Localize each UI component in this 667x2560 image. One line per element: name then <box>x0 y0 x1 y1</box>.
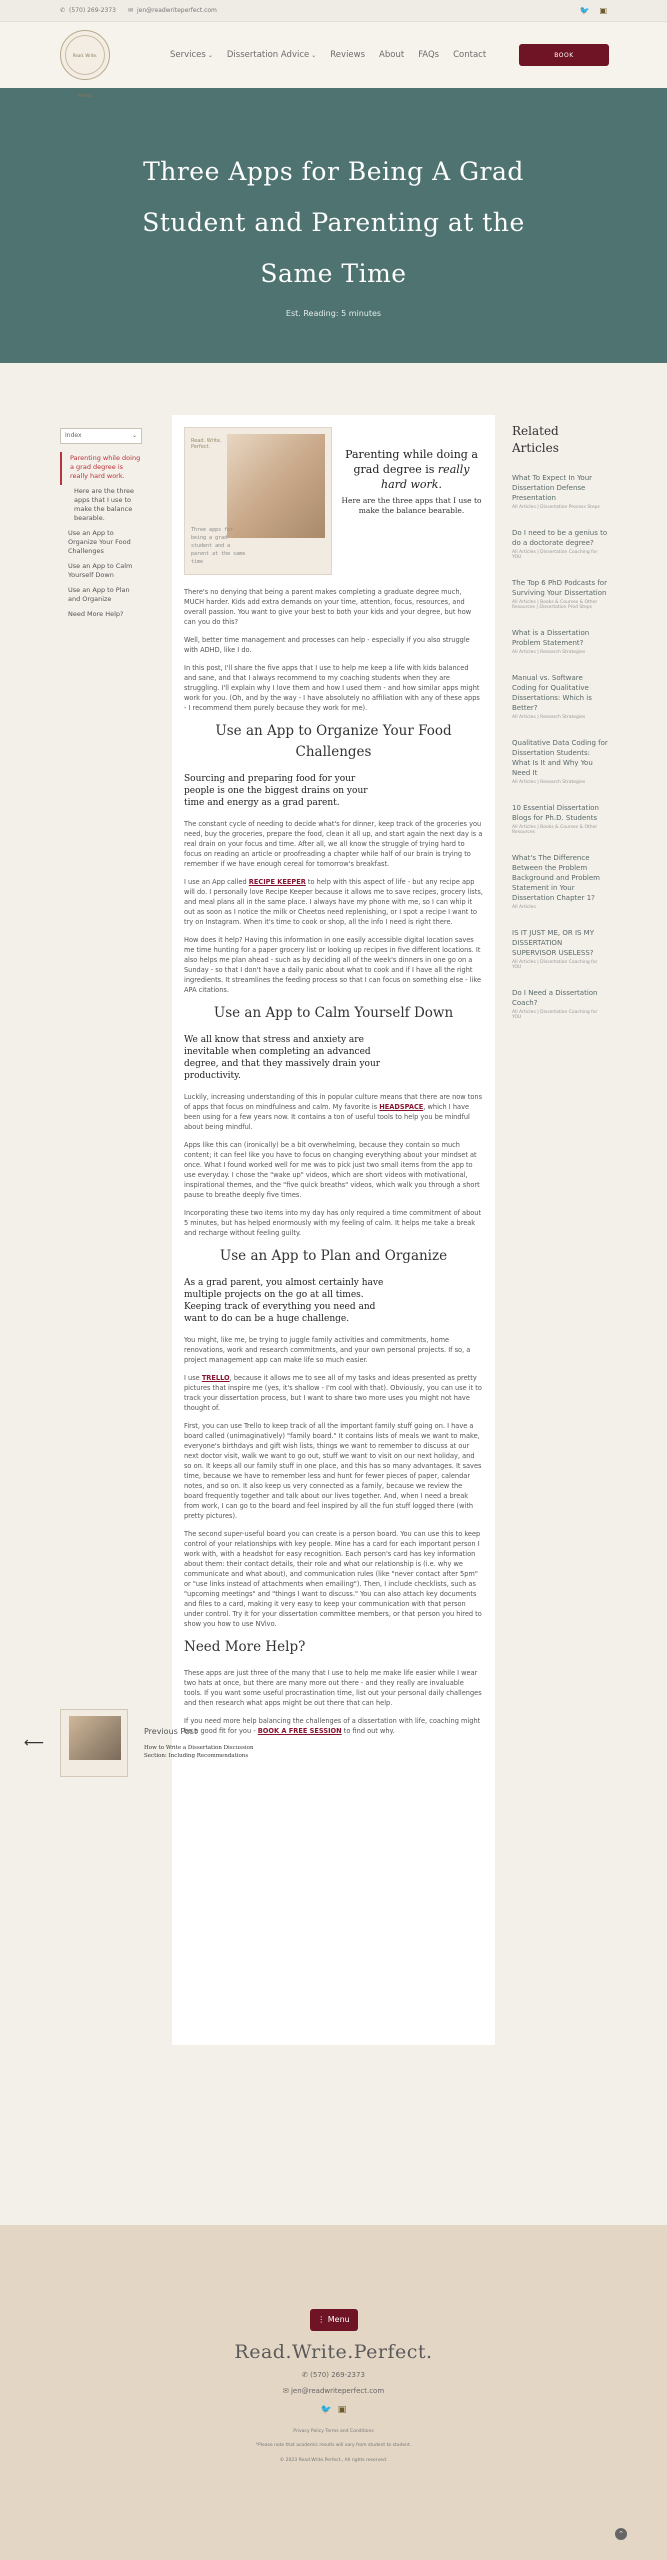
page-title <box>0 146 667 299</box>
mail-icon: ✉ <box>127 7 133 14</box>
pull-quote: Sourcing and preparing food for your people is one the biggest drains on your time and energy as a grad parent. <box>184 774 368 808</box>
paragraph: There's no denying that being a parent makes completing a graduate degree much, MUCH harder. Kids add extra demands on your time, attention, focus, resources, and overall passion. You want to give your best to both your kids and your degree, but how can you do this? <box>184 588 472 626</box>
toc-select-label: Index <box>65 432 82 439</box>
linkedin-icon[interactable]: ▣ <box>599 6 607 15</box>
related-title: IS IT JUST ME, OR IS MY DISSERTATION SUPERVISOR USELESS? <box>512 929 594 957</box>
title-line: Same Time <box>260 259 407 288</box>
related-item[interactable] <box>512 803 608 835</box>
related-title: 10 Essential Dissertation Blogs for Ph.D. Students <box>512 804 599 822</box>
footer-social <box>0 2405 667 2415</box>
paragraph: These apps are just three of the many that I use to help me make life easier while I wear two hats at once, but there are many more out there - and they really are invaluable tools. If you want some useful procrastination time, list out your personal daily challenges and then research what apps might be out there that can help. <box>184 1669 482 1707</box>
related-category: All Articles | Dissertation Coaching for YOU <box>512 550 598 560</box>
nav-services-label: Services <box>170 50 206 60</box>
nav-faqs[interactable]: FAQs <box>418 50 440 60</box>
related-articles <box>512 423 608 1038</box>
nav-menu <box>170 22 486 88</box>
related-category: All Articles <box>512 905 536 910</box>
trello-link[interactable]: TRELLO <box>201 1374 230 1382</box>
related-title: What To Expect In Your Dissertation Defense Presentation <box>512 474 593 502</box>
email-text: jen@readwriteperfect.com <box>137 7 217 14</box>
toc-item[interactable]: Use an App to Organize Your Food Challenges <box>68 529 131 555</box>
nav-about[interactable]: About <box>379 50 405 60</box>
back-to-top-icon[interactable]: ⌃ <box>615 2528 627 2540</box>
book-free-session-link[interactable]: BOOK A FREE SESSION <box>257 1727 342 1735</box>
text: I use an App called <box>184 878 249 886</box>
related-item[interactable] <box>512 473 608 510</box>
paragraph <box>184 1373 483 1413</box>
footer-menu-button[interactable] <box>310 2309 358 2331</box>
linkedin-icon[interactable]: ▣ <box>337 2405 347 2415</box>
section-heading: Need More Help? <box>184 1639 306 1655</box>
title-line: Student and Parenting at the <box>142 208 525 237</box>
nav-dissertation-advice[interactable] <box>227 50 316 60</box>
related-category: All Articles | Books & Courses & Other Resources <box>512 825 598 835</box>
feature-heading <box>340 427 483 577</box>
site-footer <box>0 2225 667 2560</box>
paragraph: You might, like me, be trying to juggle family activities and commitments, home renovations, work and research commitments, and your own personal projects. If so, a project management app can make life so much easier. <box>184 1336 471 1364</box>
title-line: Three Apps for Being A Grad <box>143 157 524 186</box>
paragraph <box>184 877 483 927</box>
previous-post-thumbnail[interactable] <box>60 1709 128 1777</box>
related-category: All Articles | Dissertation Process Steps <box>512 505 600 510</box>
feature-title-emphasis: really hard work. <box>381 463 470 491</box>
related-item[interactable] <box>512 673 608 720</box>
thumbnail-photo <box>69 1716 121 1760</box>
feature-image <box>184 427 332 575</box>
recipe-keeper-link[interactable]: RECIPE KEEPER <box>248 878 306 886</box>
related-title: What's The Difference Between the Problem Background and Problem Statement in Your Dissertation Chapter 1? <box>512 854 600 902</box>
paragraph: Well, better time management and processes can help - especially if you also struggle with ADHD, like I do. <box>184 636 470 654</box>
site-logo[interactable] <box>60 30 110 98</box>
mail-icon: ✉ <box>282 2387 291 2395</box>
phone-contact[interactable] <box>60 7 116 14</box>
footer-disclaimer: *Please note that academic results will vary from student to student. <box>255 2443 412 2448</box>
section-heading: Use an App to Calm Yourself Down <box>213 1005 454 1021</box>
pull-quote: We all know that stress and anxiety are inevitable when completing an advanced degree, and that they massively drain your productivity. <box>184 1035 381 1081</box>
feature-block <box>184 427 483 577</box>
footer-phone[interactable] <box>0 2371 667 2379</box>
parent-child-photo <box>227 434 325 538</box>
related-title: Do I Need a Dissertation Coach? <box>512 989 598 1007</box>
footer-menu-label: Menu <box>327 2315 350 2324</box>
toc-select[interactable] <box>60 428 142 444</box>
toc-item[interactable]: Parenting while doing a grad degree is really hard work. <box>60 452 142 485</box>
nav-reviews[interactable]: Reviews <box>330 50 366 60</box>
related-item[interactable] <box>512 528 608 560</box>
table-of-contents <box>60 428 142 623</box>
main-nav <box>0 22 667 98</box>
text: Luckily, increasing understanding of this in popular culture means that there are now tons of apps that focus on mindfulness and calm. My favorite is <box>184 1093 483 1111</box>
related-title: Do I need to be a genius to do a doctorate degree? <box>512 529 608 547</box>
footer-copyright: © 2023 Read.Write.Perfect., All rights reserved. <box>279 2458 388 2463</box>
twitter-icon[interactable]: 🐦 <box>579 6 590 15</box>
previous-post-title[interactable]: How to Write a Dissertation Discussion Section: Including Recommendations <box>144 1744 254 1759</box>
text: If you need more help balancing the challenges of a dissertation with life, coaching might be a good fit for you - <box>184 1717 481 1735</box>
related-item[interactable] <box>512 928 608 970</box>
feature-caption: Three apps for being a grad student and a parent at the same time <box>191 527 246 565</box>
chevron-down-icon: ⌄ <box>131 432 137 439</box>
previous-post-meta <box>144 1727 264 1760</box>
twitter-icon[interactable]: 🐦 <box>320 2405 332 2415</box>
nav-services[interactable] <box>170 50 213 60</box>
related-category: All Articles | Dissertation Coaching for YOU <box>512 1010 598 1020</box>
main-content <box>0 363 667 2083</box>
toc-item[interactable]: Here are the three apps that I use to make the balance bearable. <box>74 487 134 522</box>
related-category: All Articles | Dissertation Coaching for YOU <box>512 960 598 970</box>
related-title: Qualitative Data Coding for Dissertation Students: What Is It and Why You Need It <box>512 739 608 777</box>
chevron-down-icon: ⌄ <box>311 52 317 59</box>
text: I use <box>184 1374 202 1382</box>
related-title: The Top 6 PhD Podcasts for Surviving Your Dissertation <box>512 579 607 597</box>
text: , because it allows me to see all of my tasks and ideas presented as pretty pictures that inspire me (yes, it's shallow - I'm cool with that). Obviously, you can use it to track your dissertation process, but I want to share two more uses you might not have thought of. <box>184 1374 482 1412</box>
related-title: Manual vs. Software Coding for Qualitative Dissertations: Which is Better? <box>512 674 592 712</box>
footer-brand: Read.Write.Perfect. <box>234 2341 433 2363</box>
paragraph: The constant cycle of needing to decide what's for dinner, keep track of the groceries you need, buy the groceries, prepare the food, clean it all up, and start again the next day is a real drain on your focus and time. After all, we all know the struggle of trying hard to focus on reading an article or proofreading a chapter while half of our brain is trying to remember if we have enough cereal for tomorrow's breakfast. <box>184 820 483 868</box>
paragraph: In this post, I'll share the five apps that I use to help me keep a life with kids balanced and sane, and that I always recommend to my coaching students when they are struggling. I'll explain why I love them and how I used them - and how similar apps might work for you. (Oh, and by the way - I have absolutely no affiliation with any of these apps - I recommend them purely because they work for me). <box>184 664 480 712</box>
related-item[interactable] <box>512 578 608 610</box>
text: to help with this aspect of life - but any recipe app will do. I personally love Recipe Keeper because it allows me to save recipes, grocery lists, and meal plans all in the same place. I always have my phone with me, so I can whip it out as soon as I notice the milk or Cheetos need replenishing, or I spot a recipe I want to try on Instagram. When it's time to cook or shop, all the info I need is right there. <box>184 878 483 926</box>
menu-icon: ⋮ <box>317 2315 328 2324</box>
related-heading: Related Articles <box>512 424 559 455</box>
phone-icon: ✆ <box>302 2371 311 2379</box>
top-contact-bar <box>0 0 667 22</box>
text: to find out why. <box>341 1727 395 1735</box>
nav-dissertation-advice-label: Dissertation Advice <box>226 50 310 60</box>
footer-email[interactable] <box>0 2387 667 2395</box>
related-title: What is a Dissertation Problem Statement? <box>512 629 590 647</box>
previous-post-label: Previous Post <box>144 1726 198 1736</box>
related-category: All Articles | Research Strategies <box>512 650 586 655</box>
related-item[interactable] <box>512 628 608 655</box>
text: , which I have been using for a few years now. It contains a ton of useful tools to help you be mindful about being mindful. <box>184 1103 470 1131</box>
reading-time: Est. Reading: 5 minutes <box>285 309 382 318</box>
toc-item[interactable]: Need More Help? <box>68 610 124 618</box>
footer-links[interactable]: Privacy Policy Terms and Conditions <box>293 2429 374 2434</box>
logo-text: Read. Write. Perfect. <box>65 35 105 75</box>
paragraph: Apps like this can (ironically) be a bit overwhelming, because they contain so much content; it can feel like you have to focus on changing everything about your mindset at once. What I found worked well for me was to pick just two small items from the app to use everyday. I chose the "wake up" videos, which are short videos with motivational, inspirational themes, and the "five quick breaths" videos, which walk you through a short pause to breathe deeply five times. <box>184 1141 480 1199</box>
feature-subtitle: Here are the three apps that I use to make the balance bearable. <box>341 496 482 515</box>
arrow-left-icon[interactable]: ⟵ <box>24 1735 45 1751</box>
headspace-link[interactable]: HEADSPACE <box>379 1103 424 1111</box>
feature-side-text: Read. Write. Perfect. <box>191 438 222 450</box>
previous-post[interactable] <box>24 1703 264 1783</box>
nav-contact[interactable]: Contact <box>453 50 487 60</box>
section-heading: Use an App to Plan and Organize <box>219 1248 448 1264</box>
article-body <box>172 415 495 2045</box>
toc-item[interactable]: Use an App to Plan and Organize <box>68 586 130 603</box>
email-contact[interactable] <box>128 7 217 14</box>
footer-email-text: jen@readwriteperfect.com <box>290 2387 385 2395</box>
phone-icon: ✆ <box>60 7 66 14</box>
book-button[interactable]: BOOK <box>519 44 609 66</box>
paragraph: Incorporating these two items into my day has only required a time commitment of about 5 minutes, but has helped enormously with my feeling of calm. It helps me take a break and recharge without feeling guilty. <box>184 1209 482 1237</box>
related-category: All Articles | Research Strategies <box>512 780 586 785</box>
paragraph: How does it help? Having this information in one easily accessible digital location saves me time hunting for a paper grocery list or looking up recipes in five different locations. It also helps me plan ahead - such as by deciding all of the week's dinners in one go on a Sunday - so that I don't have a daily panic about what to cook and if I have all the right ingredients. It streamlines the feeding process so that I can focus on something else - like APA citations. <box>184 936 482 994</box>
paragraph: The second super-useful board you can create is a person board. You can use this to keep control of your relationships with key people. Mine has a card for each important person I work with, with a headshot for easy recognition. Each person's card has key information about them: their contact details, their role and what our relationship is (i.e. why we communicate and what about), and communication rules (like "never contact after 5pm" or "use links instead of attachments when emailing"). Then, I include checklists, such as "upcoming meetings" and "things I want to discuss." You can also attach key documents and files to a card, making it very easy to keep your communication with that person under control. Try it for your dissertation committee members, or that person you hired to show you how to use NVivo. <box>184 1530 482 1628</box>
related-item[interactable] <box>512 853 608 910</box>
section-heading: Use an App to Organize Your Food Challenges <box>215 723 452 760</box>
feature-title: Parenting while doing a grad degree is <box>345 448 478 476</box>
toc-item[interactable]: Use an App to Calm Yourself Down <box>68 562 133 579</box>
paragraph <box>184 1092 483 1132</box>
footer-phone-text: (570) 269-2373 <box>310 2371 365 2379</box>
hero-banner <box>0 88 667 363</box>
related-item[interactable] <box>512 988 608 1020</box>
chevron-down-icon: ⌄ <box>207 52 213 59</box>
related-category: All Articles | Books & Courses & Other Resources | Dissertation Prod Steps <box>512 600 598 610</box>
pull-quote: As a grad parent, you almost certainly have multiple projects on the go at all times. Keeping track of everything you need and want to do can be a huge challenge. <box>184 1278 384 1324</box>
paragraph: First, you can use Trello to keep track of all the important family stuff going on. I have a board called (unimaginatively) "family board." It contains lists of meals we want to make, everyone's birthdays and gift wish lists, things we want to remember to discuss at our next doctor visit, walk we want to go out, stuff we want to visit on our next holiday, and so on. It keeps all our family stuff in one place, and this has so many advantages. It saves time, because we have to remember less and hunt for fewer pieces of paper, calendar notes, and so on. It also keep us very connected as a family, because we review the board frequently together and talk about our lives together. And, when I need a break from work, I can go to the board and feel inspired by all the fun stuff logged there (with pretty pictures). <box>184 1422 482 1520</box>
phone-text: (570) 269-2373 <box>69 7 116 14</box>
related-item[interactable] <box>512 738 608 785</box>
related-category: All Articles | Research Strategies <box>512 715 586 720</box>
